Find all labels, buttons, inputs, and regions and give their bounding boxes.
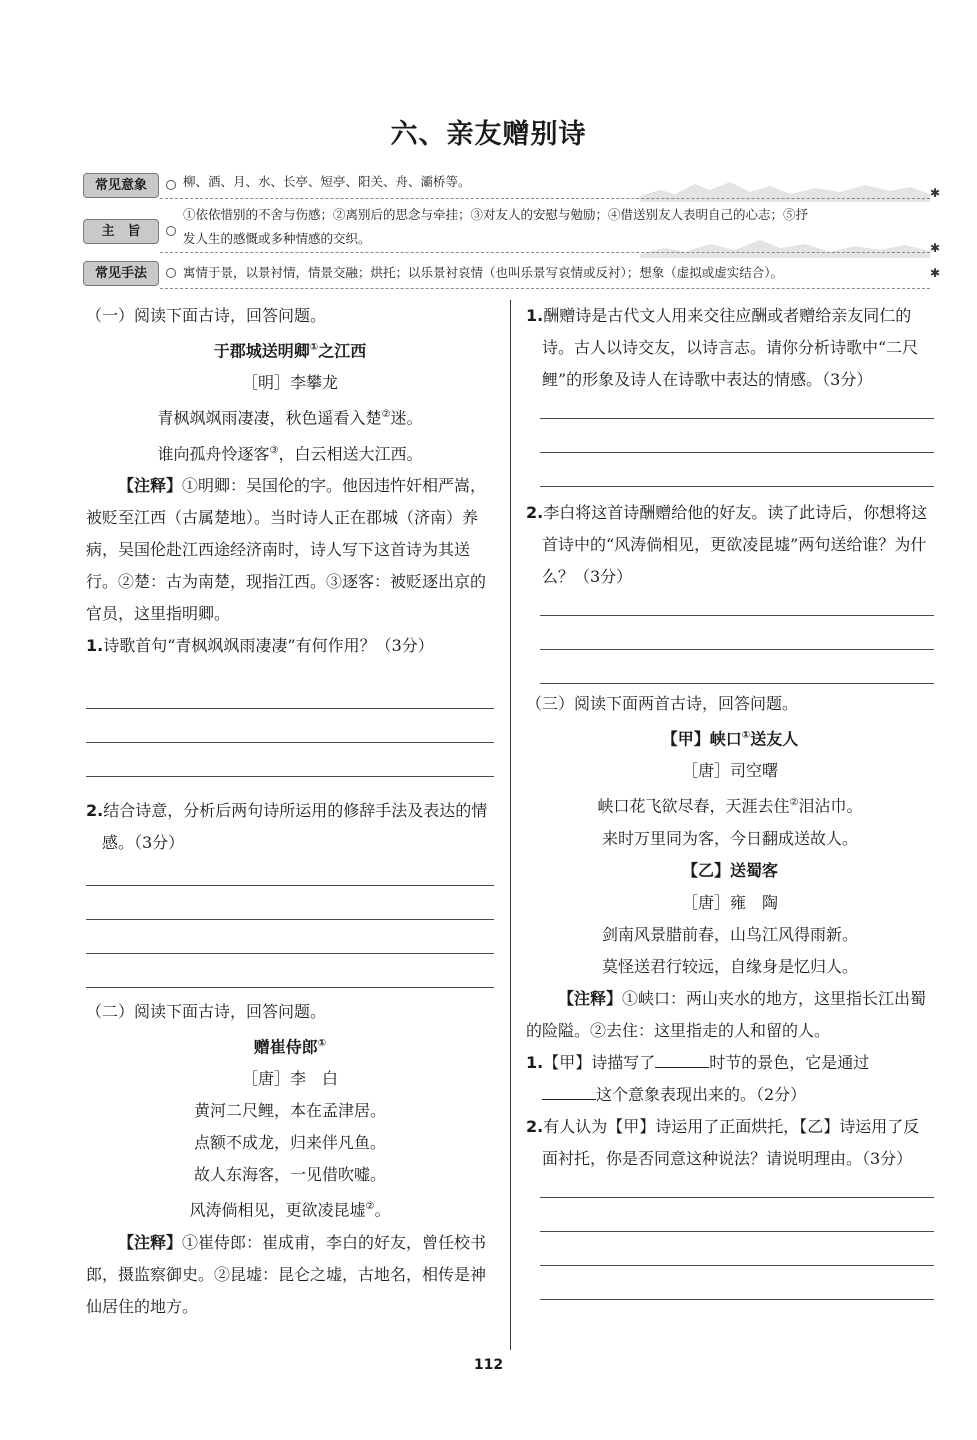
answer-line[interactable] [540,1299,934,1300]
poemA-line: 峡口花飞欲尽春，天涯去住②泪沾巾。 [597,796,863,816]
poem1-title: 于郡城送明卿①之江西 [213,341,367,361]
theme-text-line2: 发人生的感慨或多种情感的交织。 [183,231,371,246]
answer-line[interactable] [86,708,494,709]
poem2-title: 赠崔侍郎① [253,1037,327,1057]
poem1-line: 谁向孤舟怜逐客③，白云相送大江西。 [157,443,423,463]
theme-text-line1: ①依依惜别的不舍与伤感；②离别后的思念与牵挂；③对友人的安慰与勉励；④借送别友人表明自己的心志；⑤抒 [183,207,809,222]
right-column [526,300,934,1300]
column-divider [510,300,511,1350]
poemA-author: ［唐］司空曙 [681,761,778,781]
answer-line[interactable] [540,1231,934,1232]
imagery-text: 柳、酒、月、水、长亭、短亭、阳关、舟、灞桥等。 [183,174,471,189]
poemB-line: 莫怪送君行较远，自缘身是忆归人。 [601,956,858,976]
answer-line[interactable] [86,885,494,886]
poemA-title: 【甲】峡口①送友人 [661,729,799,749]
poem2-line: 风涛倘相见，更欲凌昆墟②。 [189,1200,391,1220]
poem2-author: ［唐］李 白 [241,1069,338,1089]
answer-line[interactable] [540,1197,934,1198]
imagery-tag: 常见意象 [83,173,159,198]
poem2-line: 黄河二尺鲤，本在孟津居。 [193,1101,386,1121]
dashed-divider [160,252,930,253]
question-1: 1.诗歌首句“青枫飒飒雨凄凄”有何作用？（3分） [86,635,434,655]
poemB-author: ［唐］雍 陶 [681,892,778,912]
answer-line[interactable] [540,1265,934,1266]
question-3: 1.酬赠诗是古代文人用来交往应酬或者赠给亲友同仁的诗。古人以诗交友，以诗言志。请你分析诗歌中“二尺鲤”的形象及诗人在诗歌中表达的情感。（3分） [526,306,919,389]
left-column [86,300,494,1323]
section2-heading: （二）阅读下面古诗，回答问题。 [86,1001,327,1021]
star-icon: ✱ [930,186,941,200]
technique-tag: 常见手法 [83,261,159,286]
answer-line[interactable] [540,615,934,616]
page-title: 六、亲友赠别诗 [390,119,587,150]
poemA-line: 来时万里同为客，今日翻成送故人。 [601,828,858,848]
star-icon: ✱ [930,266,941,280]
answer-line[interactable] [540,418,934,419]
theme-tag: 主 旨 [83,219,159,244]
bullet-dot-icon [166,180,176,190]
answer-line[interactable] [86,776,494,777]
question-6: 2.有人认为【甲】诗运用了正面烘托，【乙】诗运用了反面衬托，你是否同意这种说法？请说明理由。（3分） [526,1116,920,1168]
answer-line[interactable] [86,742,494,743]
answer-line[interactable] [86,919,494,920]
answer-line[interactable] [540,452,934,453]
fill-blank[interactable] [542,1081,596,1100]
poem2-line: 点额不成龙，归来伴凡鱼。 [193,1133,386,1153]
question-4: 2.李白将这首诗酬赠给他的好友。读了此诗后，你想将这首诗中的“风涛倘相见，更欲凌昆墟”两句送给谁？为什么？（3分） [526,503,928,586]
mountain-decoration-2 [640,232,930,258]
bullet-dot-icon [166,268,176,278]
dashed-divider [160,288,930,289]
question-2: 2.结合诗意，分析后两句诗所运用的修辞手法及表达的情感。（3分） [86,800,488,852]
page-number: 112 [473,1357,504,1373]
fill-blank[interactable] [655,1049,709,1068]
star-icon: ✱ [930,241,941,255]
poemB-title: 【乙】送蜀客 [681,860,779,880]
answer-line[interactable] [540,649,934,650]
section1-heading: （一）阅读下面古诗，回答问题。 [86,306,327,325]
answer-line[interactable] [540,683,934,684]
bullet-dot-icon [166,226,176,236]
poem1-author: ［明］李攀龙 [241,373,338,393]
answer-line[interactable] [540,486,934,487]
technique-text: 寓情于景，以景衬情，情景交融；烘托；以乐景衬哀情（也叫乐景写哀情或反衬）；想象（虚拟或虚实结合）。 [183,265,784,280]
poem2-notes: 【注释】①崔侍郎：崔成甫，李白的好友，曾任校书郎，摄监察御史。②昆墟：昆仑之墟，古地名，相传是神仙居住的地方。 [86,1232,487,1316]
dashed-divider [160,198,930,199]
poem2-line: 故人东海客，一见借吹嘘。 [193,1165,386,1185]
poem1-line: 青枫飒飒雨凄凄，秋色遥看入楚②迷。 [157,408,423,428]
answer-line[interactable] [86,953,494,954]
poemB-line: 剑南风景腊前春，山鸟江风得雨新。 [601,924,858,944]
poemAB-notes: 【注释】①峡口：两山夹水的地方，这里指长江出蜀的险隘。②去住：这里指走的人和留的人。 [526,988,927,1040]
question-5: 1.【甲】诗描写了 时节的景色，它是通过 这个意象表现出来的。（2分） [526,1047,934,1111]
poem1-notes: 【注释】①明卿：吴国伦的字。他因违忤奸相严嵩，被贬至江西（古属楚地）。当时诗人正在郡城（济南）养病，吴国伦赴江西途经济南时，诗人写下这首诗为其送行。②楚：古为南楚，现指江西。③逐客：被贬逐出京的官员，这里指明卿。 [86,475,487,623]
section3-heading: （三）阅读下面两首古诗，回答问题。 [526,694,799,713]
answer-line[interactable] [86,987,494,988]
